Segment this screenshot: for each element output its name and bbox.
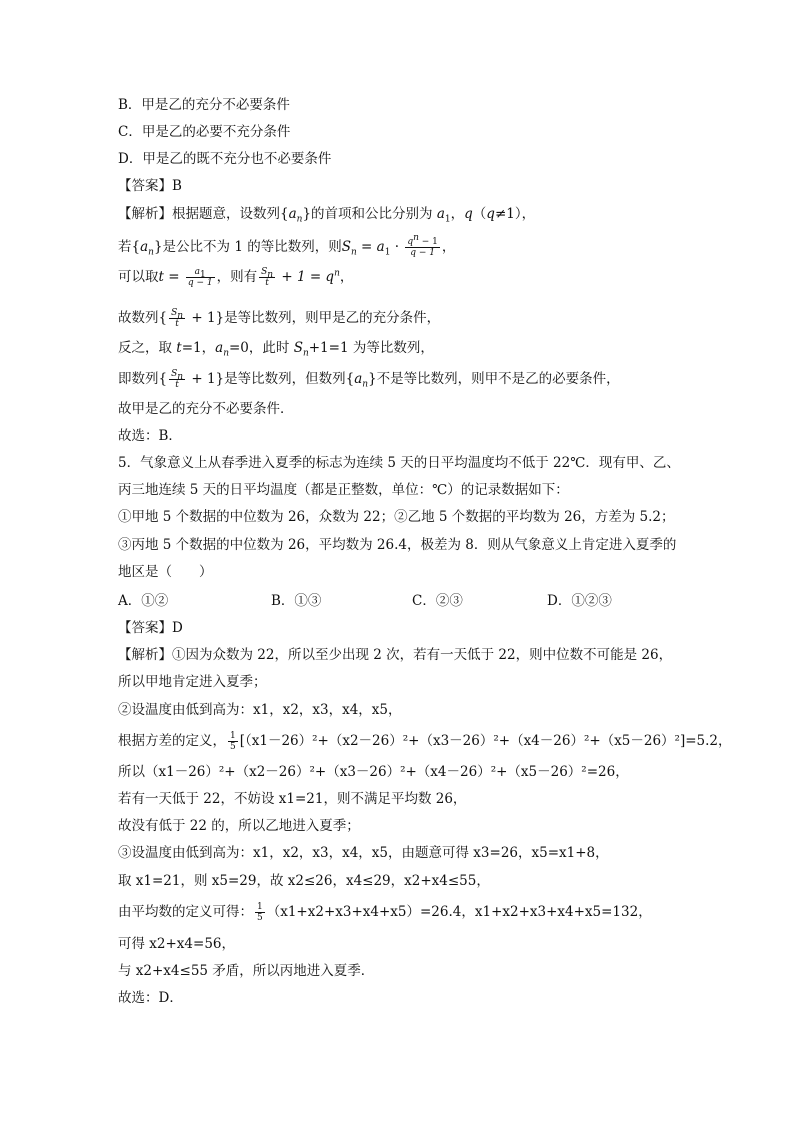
- analysis-5-line-5: 所以（x1－26）²+（x2－26）²+（x3－26）²+（x4－26）²+（x5－26）²=26，: [118, 764, 629, 780]
- analysis-5-line-7: 故没有低于 22 的，所以乙地进入夏季；: [118, 818, 360, 834]
- analysis-5-line-3: ②设温度由低到高为：x1，x2，x3，x4，x5，: [118, 702, 402, 718]
- option-b-text: B．甲是乙的充分不必要条件: [118, 97, 290, 113]
- analysis-4-line-3: 可以取t = $\frac{a_1}{q - 1}$ ，则有 $\frac{S_n}{t}$ + $1 = q^n$，: [118, 267, 354, 288]
- option-d: D．①②③: [547, 593, 612, 609]
- analysis-5-line-6: 若有一天低于 22，不妨设 x1=21，则不满足平均数 26，: [118, 791, 467, 807]
- analysis-5-line-9: 取 x1=21，则 x5=29，故 x2≤26，x4≤29，x2+x4≤55，: [118, 873, 490, 889]
- t-fraction: $\frac{a_1}{q - 1}$: [187, 267, 213, 288]
- question-5-line-2: 丙三地连续 5 天的日平均温度（都是正整数，单位：℃）的记录数据如下：: [118, 482, 569, 498]
- one-fifth-fraction: $\frac{1}{5}$: [257, 902, 263, 923]
- analysis-4-line-5: 反之，取 t=1，$a_n=0$，此时 $S_n+1=1$ 为等比数列，: [118, 340, 434, 359]
- option-a: A．①②: [118, 593, 169, 609]
- analysis-4-line-4: 故数列{ $\frac{S_n}{t}$ + 1}是等比数列，则甲是乙的充分条件，: [118, 308, 441, 329]
- sn-over-t-fraction: $\frac{S_n}{t}$: [261, 267, 274, 288]
- analysis-4-line-6: 即数列{ $\frac{S_n}{t}$ + 1}是等比数列，但数列$\{a_n\}$不是等比数列，则甲不是乙的必要条件，: [118, 369, 620, 390]
- analysis-5-line-1: 【解析】①因为众数为 22，所以至少出现 2 次，若有一天低于 22，则中位数不可能是 26，: [118, 647, 673, 663]
- answer-4: 【答案】B: [118, 178, 182, 194]
- analysis-5-line-12: 与 x2+x4≤55 矛盾，所以丙地进入夏季．: [118, 963, 375, 979]
- sn-over-t-fraction: $\frac{S_n}{t}$: [171, 308, 184, 329]
- answer-5: 【答案】D: [118, 620, 183, 636]
- analysis-5-line-11: 可得 x2+x4=56，: [118, 936, 235, 952]
- question-5-line-1: 5．气象意义上从春季进入夏季的标志为连续 5 天的日平均温度均不低于 22℃．现有甲、乙、: [118, 455, 680, 471]
- analysis-4-line-2: 若$\{a_n\}$是公比不为 1 的等比数列，则$S_n = a_1$ · $\frac{q^n - 1}{q - 1}$ ，: [118, 233, 456, 258]
- choice-4: 故选：B．: [118, 428, 182, 444]
- choice-5: 故选：D．: [118, 990, 183, 1006]
- option-c: C．②③: [412, 593, 463, 609]
- analysis-5-line-10: 由平均数的定义可得： $\frac{1}{5}$ （x1+x2+x3+x4+x5）=26.4，x1+x2+x3+x4+x5=132，: [118, 902, 652, 923]
- question-5-options: [118, 592, 638, 610]
- question-5-line-3: ①甲地 5 个数据的中位数为 26，众数为 22；②乙地 5 个数据的平均数为 26，方差为 5.2；: [118, 509, 675, 525]
- analysis-5-line-4: 根据方差的定义， $\frac{1}{5}$ [（x1－26）²+（x2－26）²+（x3－26）²+（x4－26）²+（x5－26）²]=5.2，: [118, 731, 732, 752]
- option-c-text: C．甲是乙的必要不充分条件: [118, 124, 291, 140]
- sn-over-t-fraction: $\frac{S_n}{t}$: [171, 369, 184, 390]
- sum-fraction: $\frac{q^n - 1}{q - 1}$: [407, 233, 438, 258]
- analysis-5-line-2: 所以甲地肯定进入夏季；: [118, 674, 267, 690]
- analysis-5-line-8: ③设温度由低到高为：x1，x2，x3，x4，x5，由题意可得 x3=26，x5=x1+8，: [118, 845, 609, 861]
- analysis-4-line-1: 【解析】根据题意，设数列$\{a_n\}$的首项和公比分别为 $a_1$，q（q≠1），: [118, 206, 536, 225]
- option-b: B．①③: [271, 593, 322, 609]
- one-fifth-fraction: $\frac{1}{5}$: [230, 731, 236, 752]
- analysis-4-conclusion: 故甲是乙的充分不必要条件．: [118, 401, 294, 417]
- option-d-text: D．甲是乙的既不充分也不必要条件: [118, 151, 332, 167]
- question-5-line-4: ③丙地 5 个数据的中位数为 26，平均数为 26.4，极差为 8．则从气象意义上肯定进入夏季的: [118, 537, 677, 553]
- question-5-line-5: 地区是（ ）: [118, 564, 213, 580]
